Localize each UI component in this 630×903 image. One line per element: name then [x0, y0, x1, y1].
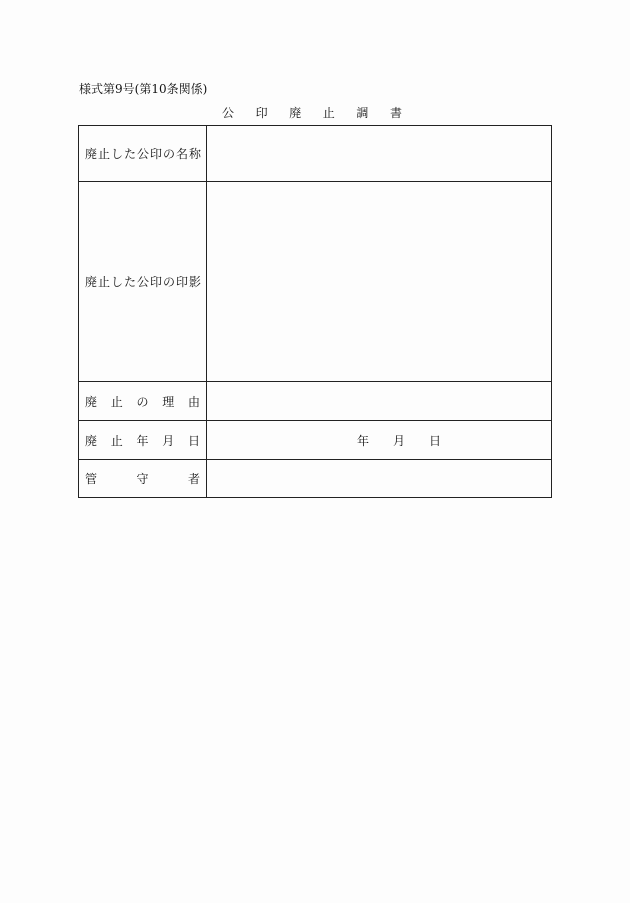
title-char: 調	[356, 106, 369, 120]
label-custodian: 管 守 者	[79, 460, 207, 498]
field-reason[interactable]	[207, 382, 552, 421]
form-reference: 様式第9号(第10条関係)	[79, 82, 208, 96]
title-char: 印	[255, 106, 268, 120]
date-day-label: 日	[429, 433, 442, 448]
field-custodian[interactable]	[207, 460, 552, 498]
date-year-label: 年	[356, 433, 369, 448]
row-seal-impression	[79, 182, 552, 382]
field-seal-name[interactable]	[207, 126, 552, 182]
document-title	[222, 104, 402, 121]
row-custodian	[79, 460, 552, 498]
date-month-label: 月	[392, 433, 405, 448]
row-abolition-date	[79, 421, 552, 460]
field-seal-impression[interactable]	[207, 182, 552, 382]
row-reason	[79, 382, 552, 421]
label-reason: 廃 止 の 理 由	[79, 382, 207, 421]
title-char: 廃	[289, 106, 302, 120]
field-abolition-date[interactable]	[207, 421, 552, 460]
label-seal-impression: 廃止した公印の印影	[79, 182, 207, 382]
label-seal-name: 廃止した公印の名称	[79, 126, 207, 182]
row-seal-name	[79, 126, 552, 182]
title-char: 公	[222, 106, 235, 120]
label-abolition-date: 廃 止 年 月 日	[79, 421, 207, 460]
title-char: 止	[322, 106, 335, 120]
seal-abolition-form-table	[78, 125, 552, 498]
title-char: 書	[389, 106, 402, 120]
